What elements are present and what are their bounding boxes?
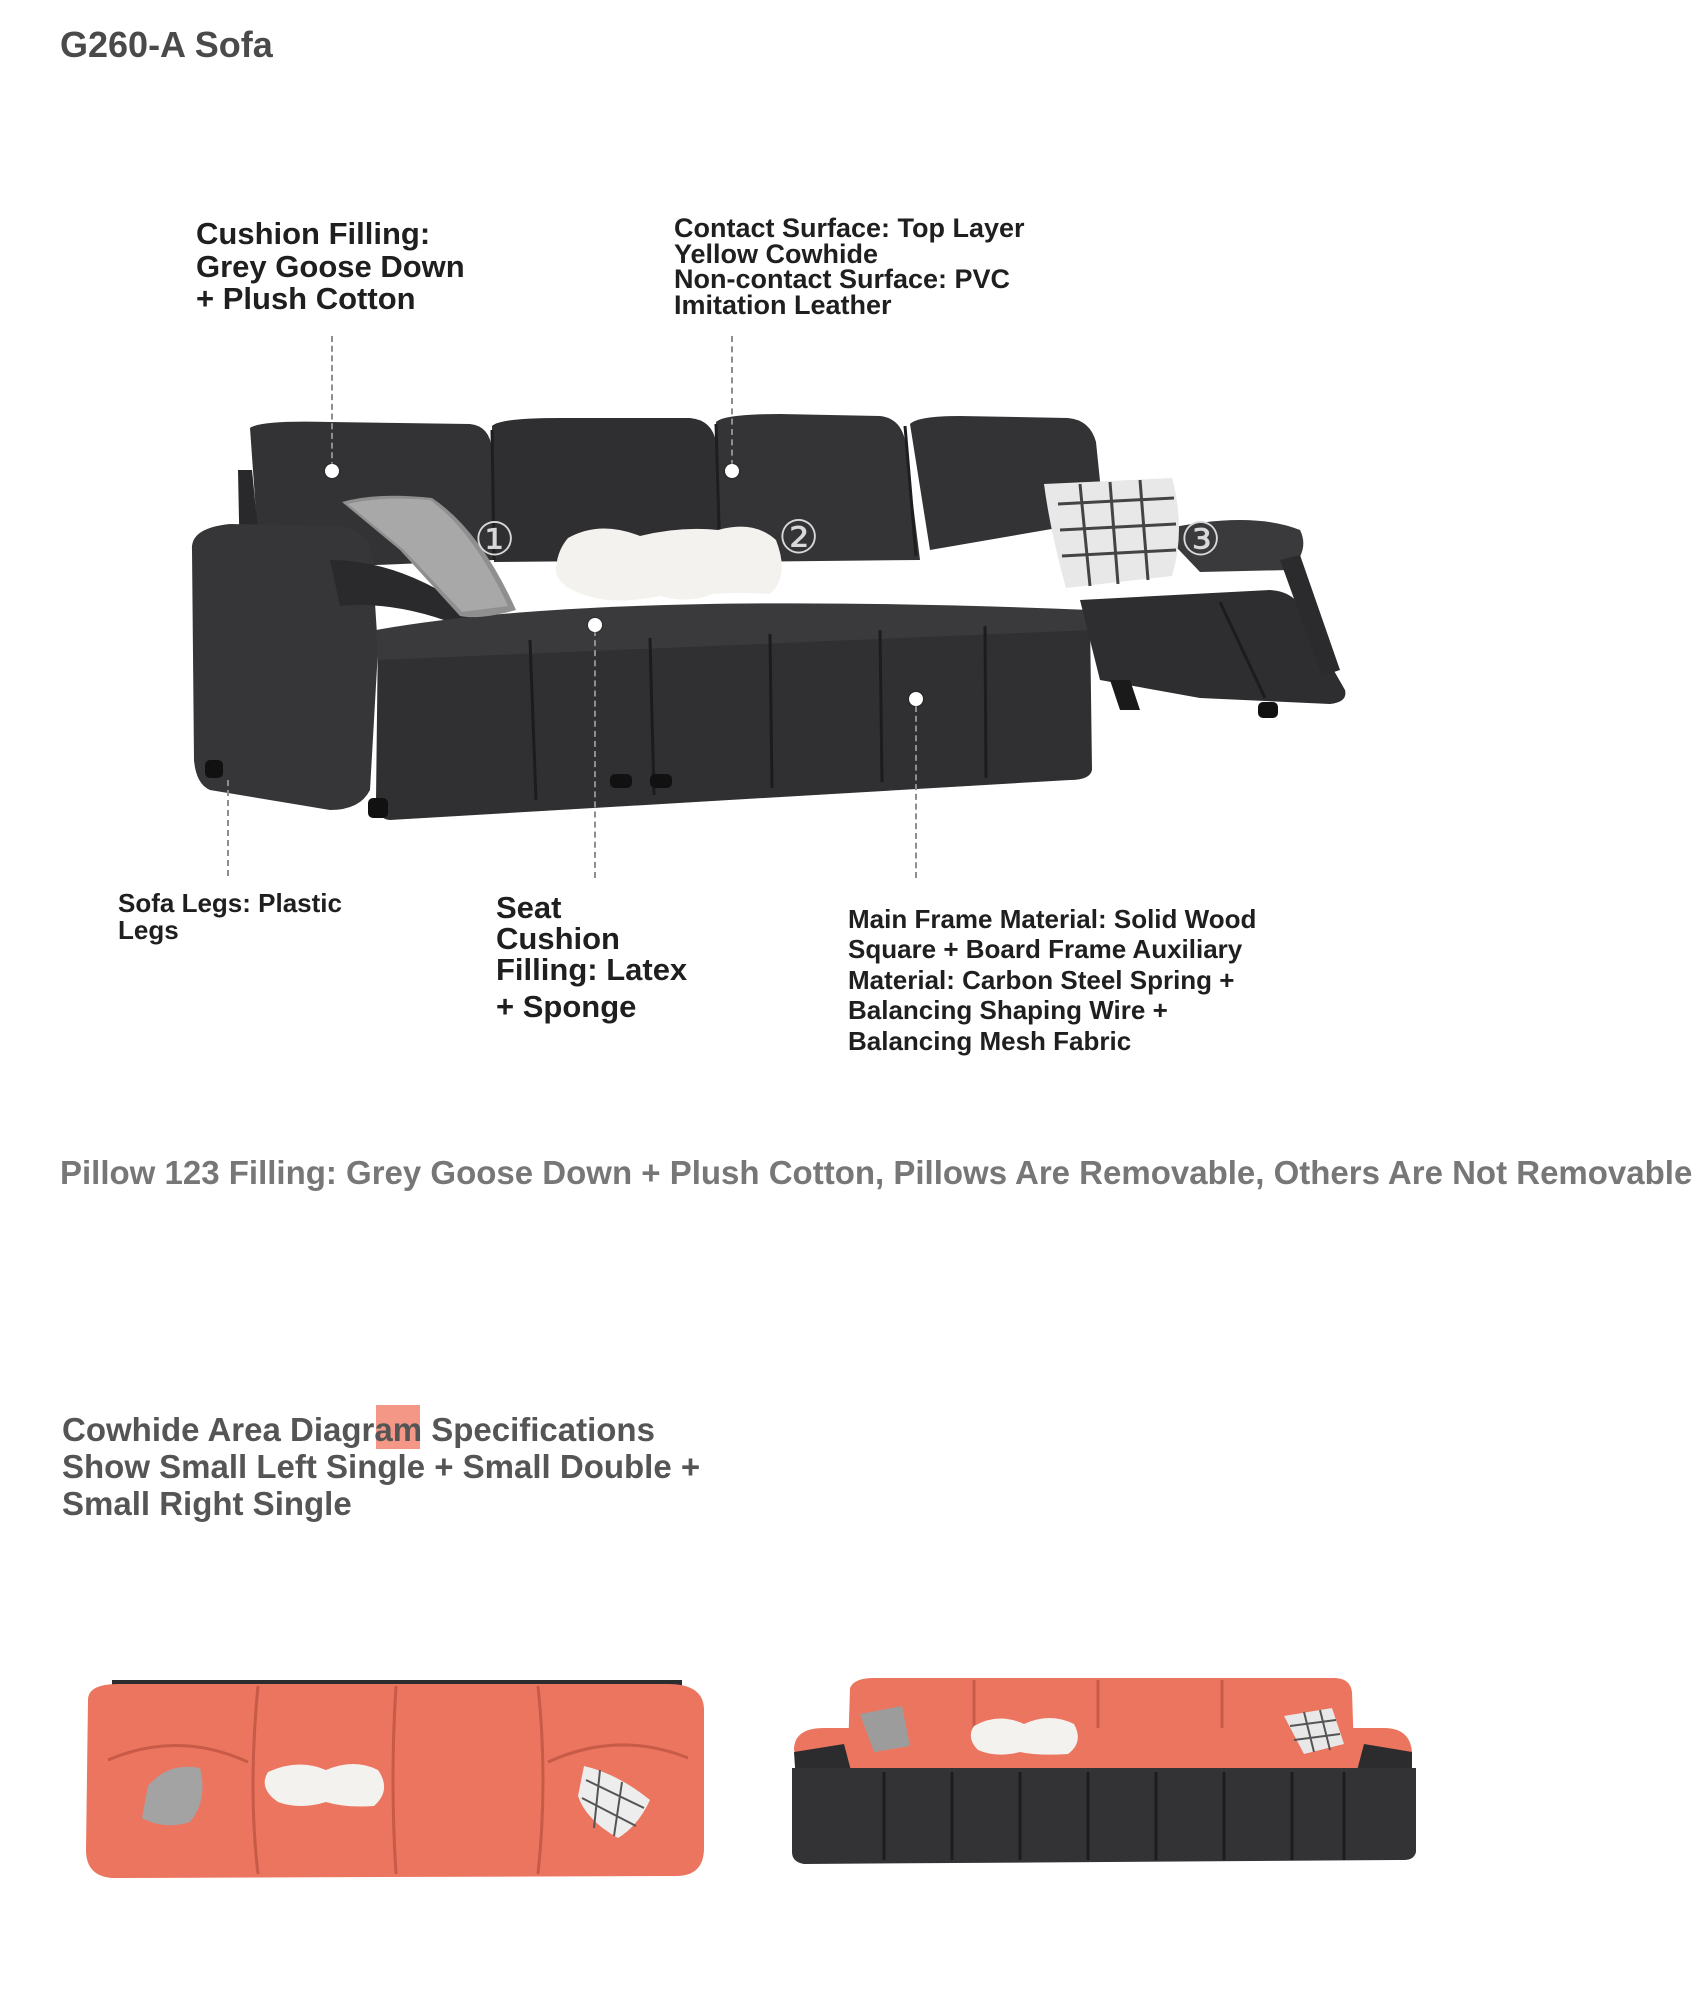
cowhide-front-view xyxy=(784,1672,1424,1892)
callout-line: Imitation Leather xyxy=(674,289,892,320)
leader-dot-contact xyxy=(725,464,739,478)
callout-line: Cushion Filling: xyxy=(196,216,431,251)
seat-number-2: ② xyxy=(778,511,820,563)
callout-main-frame xyxy=(848,904,1288,1056)
callout-sofa-legs xyxy=(118,890,418,945)
leader-dot-frame xyxy=(909,692,923,706)
sofa-illustration xyxy=(0,380,1500,1240)
callout-line: Main Frame Material: Solid Wood xyxy=(848,904,1257,934)
leader-line-cushion xyxy=(331,336,333,468)
cowhide-section-title xyxy=(62,1412,762,1523)
callout-line: Square + Board Frame Auxiliary xyxy=(848,934,1243,965)
callout-line: Seat xyxy=(496,890,562,925)
cowhide-top-view xyxy=(78,1670,718,1890)
callout-line: Legs xyxy=(118,915,179,946)
callout-line: Cushion xyxy=(496,921,620,956)
leader-line-seat xyxy=(594,630,596,878)
pillow-note: Pillow 123 Filling: Grey Goose Down + Plush Cotton, Pillows Are Removable, Others Are Not Removable xyxy=(60,1154,1692,1191)
section-title-line: Small Right Single xyxy=(62,1484,352,1522)
callout-line: Balancing Shaping Wire + xyxy=(848,995,1168,1026)
leader-line-legs xyxy=(227,780,229,876)
page-title: G260-A Sofa xyxy=(60,24,273,65)
section-title-line: Show Small Left Single + Small Double + xyxy=(62,1447,701,1485)
callout-line: + Sponge xyxy=(496,989,637,1024)
callout-line: Material: Carbon Steel Spring + xyxy=(848,964,1235,995)
callout-line: Contact Surface: Top Layer xyxy=(674,213,1025,243)
callout-line: Non-contact Surface: PVC xyxy=(674,264,1011,295)
callout-line: Grey Goose Down xyxy=(196,248,465,284)
callout-line: Yellow Cowhide xyxy=(674,238,879,269)
leader-dot-seat xyxy=(588,618,602,632)
callout-cushion-filling xyxy=(196,218,496,316)
callout-line: + Plush Cotton xyxy=(196,281,416,317)
callout-line: Balancing Mesh Fabric xyxy=(848,1025,1132,1056)
callout-contact-surface xyxy=(674,213,1074,320)
callout-line: Filling: Latex xyxy=(496,952,688,987)
seat-number-1: ① xyxy=(474,513,516,565)
section-title-line: Cowhide Area Diagram Specifications xyxy=(62,1411,655,1448)
leader-line-contact xyxy=(731,336,733,466)
leader-line-frame xyxy=(915,706,917,878)
seat-number-3: ③ xyxy=(1180,513,1222,565)
callout-seat-cushion xyxy=(496,892,726,1022)
leader-dot-cushion xyxy=(325,464,339,478)
callout-line: Sofa Legs: Plastic xyxy=(118,888,342,918)
